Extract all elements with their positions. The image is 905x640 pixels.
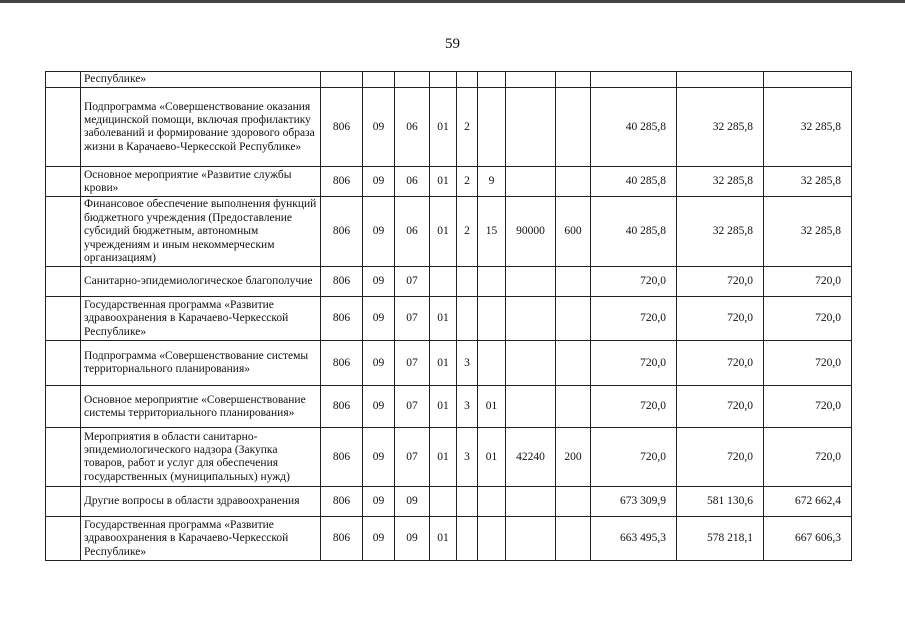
sum-year1-cell: 40 285,8 bbox=[591, 167, 677, 197]
table-row bbox=[46, 88, 852, 167]
sum-year2-cell: 32 285,8 bbox=[677, 197, 764, 267]
row-name-cell: Финансовое обеспечение выполнения функций бюджетного учреждения (Предоставление субсидий бюджетным, автономным учреждениям и иным некоммерческим организациям) bbox=[81, 197, 321, 267]
program-code-cell: 01 bbox=[430, 386, 457, 428]
sum-year3-cell: 667 606,3 bbox=[764, 517, 852, 561]
row-index-cell bbox=[46, 297, 81, 341]
program-code-cell bbox=[430, 267, 457, 297]
sum-year2-cell: 720,0 bbox=[677, 297, 764, 341]
activity-code-cell bbox=[478, 297, 506, 341]
sum-year2-cell bbox=[677, 72, 764, 88]
program-code-cell: 01 bbox=[430, 88, 457, 167]
program-code-cell: 01 bbox=[430, 428, 457, 487]
program-code-cell: 01 bbox=[430, 197, 457, 267]
subsection-code-cell: 07 bbox=[395, 267, 430, 297]
ved-code-cell: 806 bbox=[321, 267, 363, 297]
sum-year1-cell: 720,0 bbox=[591, 428, 677, 487]
row-index-cell bbox=[46, 517, 81, 561]
expense-type-cell bbox=[556, 341, 591, 386]
expense-type-cell bbox=[556, 386, 591, 428]
row-name-cell: Подпрограмма «Совершенствование оказания медицинской помощи, включая профилактику заболеваний и формирование здорового образа жизни в Карачаево-Черкесской Республике» bbox=[81, 88, 321, 167]
table-row bbox=[46, 341, 852, 386]
subsection-code-cell: 06 bbox=[395, 167, 430, 197]
sum-year3-cell: 32 285,8 bbox=[764, 197, 852, 267]
table-row bbox=[46, 72, 852, 88]
row-index-cell bbox=[46, 386, 81, 428]
section-code-cell: 09 bbox=[363, 487, 395, 517]
subsection-code-cell: 07 bbox=[395, 297, 430, 341]
program-code-cell: 01 bbox=[430, 167, 457, 197]
sum-year3-cell: 32 285,8 bbox=[764, 167, 852, 197]
table-row bbox=[46, 167, 852, 197]
subsection-code-cell: 06 bbox=[395, 197, 430, 267]
subprogram-code-cell bbox=[457, 267, 478, 297]
expense-type-cell: 200 bbox=[556, 428, 591, 487]
ved-code-cell: 806 bbox=[321, 197, 363, 267]
expense-type-cell: 600 bbox=[556, 197, 591, 267]
direction-code-cell bbox=[506, 487, 556, 517]
row-name-cell: Санитарно-эпидемиологическое благополучие bbox=[81, 267, 321, 297]
expense-type-cell bbox=[556, 167, 591, 197]
direction-code-cell bbox=[506, 386, 556, 428]
sum-year3-cell: 720,0 bbox=[764, 428, 852, 487]
scan-top-border bbox=[0, 0, 905, 3]
subprogram-code-cell: 2 bbox=[457, 197, 478, 267]
row-name-cell: Основное мероприятие «Развитие службы крови» bbox=[81, 167, 321, 197]
expense-type-cell bbox=[556, 88, 591, 167]
row-name-cell: Другие вопросы в области здравоохранения bbox=[81, 487, 321, 517]
section-code-cell: 09 bbox=[363, 297, 395, 341]
sum-year1-cell: 40 285,8 bbox=[591, 88, 677, 167]
activity-code-cell: 15 bbox=[478, 197, 506, 267]
program-code-cell: 01 bbox=[430, 297, 457, 341]
expense-type-cell bbox=[556, 267, 591, 297]
table-row bbox=[46, 487, 852, 517]
ved-code-cell bbox=[321, 72, 363, 88]
sum-year1-cell: 720,0 bbox=[591, 297, 677, 341]
subprogram-code-cell bbox=[457, 297, 478, 341]
expense-type-cell bbox=[556, 72, 591, 88]
subprogram-code-cell: 2 bbox=[457, 167, 478, 197]
expense-type-cell bbox=[556, 517, 591, 561]
ved-code-cell: 806 bbox=[321, 386, 363, 428]
activity-code-cell bbox=[478, 487, 506, 517]
activity-code-cell bbox=[478, 341, 506, 386]
table-row bbox=[46, 297, 852, 341]
sum-year1-cell: 720,0 bbox=[591, 386, 677, 428]
row-index-cell bbox=[46, 428, 81, 487]
sum-year3-cell bbox=[764, 72, 852, 88]
ved-code-cell: 806 bbox=[321, 428, 363, 487]
section-code-cell: 09 bbox=[363, 197, 395, 267]
sum-year2-cell: 720,0 bbox=[677, 267, 764, 297]
section-code-cell: 09 bbox=[363, 167, 395, 197]
subsection-code-cell: 09 bbox=[395, 517, 430, 561]
sum-year2-cell: 581 130,6 bbox=[677, 487, 764, 517]
sum-year2-cell: 32 285,8 bbox=[677, 88, 764, 167]
section-code-cell: 09 bbox=[363, 341, 395, 386]
activity-code-cell bbox=[478, 517, 506, 561]
subsection-code-cell: 09 bbox=[395, 487, 430, 517]
section-code-cell: 09 bbox=[363, 267, 395, 297]
section-code-cell: 09 bbox=[363, 386, 395, 428]
row-name-cell: Государственная программа «Развитие здравоохранения в Карачаево-Черкесской Республике» bbox=[81, 517, 321, 561]
ved-code-cell: 806 bbox=[321, 167, 363, 197]
sum-year3-cell: 720,0 bbox=[764, 297, 852, 341]
ved-code-cell: 806 bbox=[321, 517, 363, 561]
row-name-cell: Республике» bbox=[81, 72, 321, 88]
direction-code-cell bbox=[506, 297, 556, 341]
table-row bbox=[46, 197, 852, 267]
subprogram-code-cell bbox=[457, 517, 478, 561]
row-index-cell bbox=[46, 197, 81, 267]
sum-year3-cell: 672 662,4 bbox=[764, 487, 852, 517]
subsection-code-cell: 07 bbox=[395, 386, 430, 428]
direction-code-cell bbox=[506, 72, 556, 88]
activity-code-cell: 01 bbox=[478, 386, 506, 428]
activity-code-cell bbox=[478, 88, 506, 167]
row-index-cell bbox=[46, 88, 81, 167]
sum-year3-cell: 720,0 bbox=[764, 386, 852, 428]
sum-year3-cell: 720,0 bbox=[764, 341, 852, 386]
sum-year1-cell bbox=[591, 72, 677, 88]
sum-year2-cell: 720,0 bbox=[677, 428, 764, 487]
row-index-cell bbox=[46, 487, 81, 517]
direction-code-cell: 90000 bbox=[506, 197, 556, 267]
expense-type-cell bbox=[556, 487, 591, 517]
section-code-cell: 09 bbox=[363, 428, 395, 487]
row-index-cell bbox=[46, 267, 81, 297]
sum-year3-cell: 720,0 bbox=[764, 267, 852, 297]
subprogram-code-cell: 2 bbox=[457, 88, 478, 167]
direction-code-cell bbox=[506, 267, 556, 297]
table-row bbox=[46, 267, 852, 297]
section-code-cell: 09 bbox=[363, 88, 395, 167]
table-row bbox=[46, 386, 852, 428]
sum-year1-cell: 720,0 bbox=[591, 267, 677, 297]
budget-table bbox=[45, 71, 852, 561]
expense-type-cell bbox=[556, 297, 591, 341]
activity-code-cell: 01 bbox=[478, 428, 506, 487]
sum-year2-cell: 720,0 bbox=[677, 341, 764, 386]
direction-code-cell bbox=[506, 517, 556, 561]
direction-code-cell bbox=[506, 167, 556, 197]
sum-year2-cell: 720,0 bbox=[677, 386, 764, 428]
program-code-cell bbox=[430, 72, 457, 88]
subprogram-code-cell: 3 bbox=[457, 341, 478, 386]
section-code-cell: 09 bbox=[363, 517, 395, 561]
program-code-cell: 01 bbox=[430, 341, 457, 386]
activity-code-cell: 9 bbox=[478, 167, 506, 197]
activity-code-cell bbox=[478, 267, 506, 297]
subprogram-code-cell bbox=[457, 487, 478, 517]
row-name-cell: Подпрограмма «Совершенствование системы территориального планирования» bbox=[81, 341, 321, 386]
sum-year2-cell: 578 218,1 bbox=[677, 517, 764, 561]
subsection-code-cell: 06 bbox=[395, 88, 430, 167]
row-index-cell bbox=[46, 72, 81, 88]
direction-code-cell bbox=[506, 88, 556, 167]
program-code-cell: 01 bbox=[430, 517, 457, 561]
subsection-code-cell: 07 bbox=[395, 341, 430, 386]
ved-code-cell: 806 bbox=[321, 341, 363, 386]
direction-code-cell bbox=[506, 341, 556, 386]
row-name-cell: Государственная программа «Развитие здравоохранения в Карачаево-Черкесской Республике» bbox=[81, 297, 321, 341]
row-name-cell: Основное мероприятие «Совершенствование системы территориального планирования» bbox=[81, 386, 321, 428]
subsection-code-cell: 07 bbox=[395, 428, 430, 487]
row-name-cell: Мероприятия в области санитарно-эпидемиологического надзора (Закупка товаров, работ и услуг для обеспечения государственных (муниципальных) нужд) bbox=[81, 428, 321, 487]
subprogram-code-cell: 3 bbox=[457, 386, 478, 428]
table-row bbox=[46, 517, 852, 561]
sum-year1-cell: 663 495,3 bbox=[591, 517, 677, 561]
section-code-cell bbox=[363, 72, 395, 88]
subprogram-code-cell: 3 bbox=[457, 428, 478, 487]
row-index-cell bbox=[46, 341, 81, 386]
activity-code-cell bbox=[478, 72, 506, 88]
sum-year2-cell: 32 285,8 bbox=[677, 167, 764, 197]
ved-code-cell: 806 bbox=[321, 297, 363, 341]
ved-code-cell: 806 bbox=[321, 487, 363, 517]
direction-code-cell: 42240 bbox=[506, 428, 556, 487]
ved-code-cell: 806 bbox=[321, 88, 363, 167]
subsection-code-cell bbox=[395, 72, 430, 88]
table-row bbox=[46, 428, 852, 487]
page-number: 59 bbox=[445, 36, 460, 52]
sum-year1-cell: 673 309,9 bbox=[591, 487, 677, 517]
subprogram-code-cell bbox=[457, 72, 478, 88]
row-index-cell bbox=[46, 167, 81, 197]
program-code-cell bbox=[430, 487, 457, 517]
sum-year1-cell: 40 285,8 bbox=[591, 197, 677, 267]
sum-year1-cell: 720,0 bbox=[591, 341, 677, 386]
sum-year3-cell: 32 285,8 bbox=[764, 88, 852, 167]
